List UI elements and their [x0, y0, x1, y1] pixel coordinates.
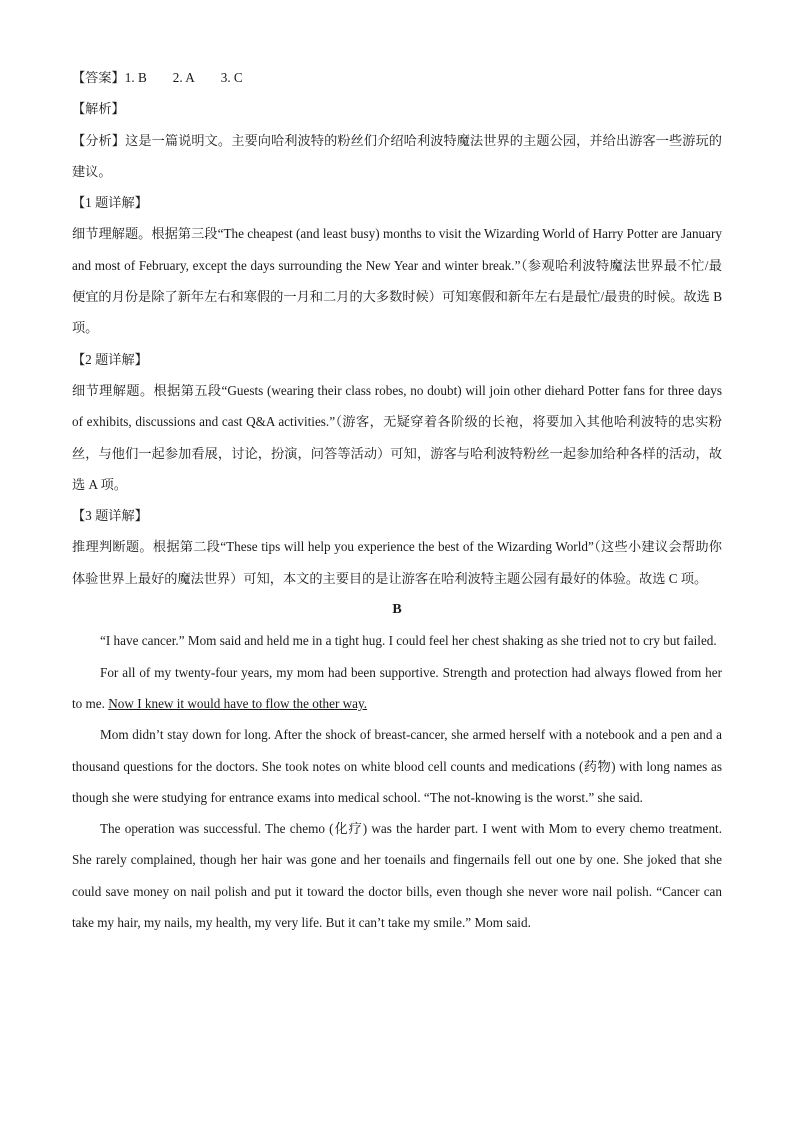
passage-paragraph-2: [72, 657, 722, 720]
q2-explanation: 细节理解题。根据第五段“Guests (wearing their class robes, no doubt) will join other diehard Potter fans for three days of exhibits, discussions and cast Q&A activities.”（游客，无疑穿着各阶级的长袍，将要加入其他哈利波特的忠实粉丝，与他们一起参加看展，讨论，扮演，问答等活动）可知，游客与哈利波特粉丝一起参加给种各样的活动，故选 A 项。: [72, 382, 722, 492]
answer-label: 【答案】: [72, 70, 125, 85]
passage-paragraph-3: Mom didn’t stay down for long. After the shock of breast-cancer, she armed herself with a notebook and a pen and a thousand questions for the doctors. She took notes on white blood cell counts and medications (药物) with long names as though she were studying for entrance exams into medical school. “The not-knowing is the worst.” she said.: [72, 727, 722, 805]
q1-heading: 【1 题详解】: [72, 195, 148, 211]
passage-paragraph-1: “I have cancer.” Mom said and held me in a tight hug. I could feel her chest shaking as she tried not to cry but failed.: [100, 633, 717, 649]
passage-title: B: [392, 602, 402, 618]
q3-explanation: 推理判断题。根据第二段“These tips will help you experience the best of the Wizarding World”（这些小建议会帮助你体验世界上最好的魔法世界）可知，本文的主要目的是让游客在哈利波特主题公园有最好的体验。故选 C 项。: [72, 539, 722, 586]
answer-line: [72, 62, 722, 93]
passage-paragraph-4: The operation was successful. The chemo (化疗) was the harder part. I went with Mom to every chemo treatment. She rarely complained, though her hair was gone and her toenails and fingernails fell out one by one. She joked that she could save money on nail polish and put it toward the doctor bills, even though she never wore nail polish. “Cancer can take my hair, my nails, my health, my very life. But it can’t take my smile.” Mom said.: [72, 821, 722, 931]
q3-heading: 【3 题详解】: [72, 508, 148, 524]
q1-explanation: 细节理解题。根据第三段“The cheapest (and least busy) months to visit the Wizarding World of Harry Potter are January and most of February, except the days surrounding the New Year and winter break.”（参观哈利波特魔法世界最不忙/最便宜的月份是除了新年左右和寒假的一月和二月的大多数时候）可知寒假和新年左右是最忙/最贵的时候。故选 B 项。: [72, 226, 722, 336]
answer-1: 1. B: [124, 70, 147, 85]
overview-text: 【分析】这是一篇说明文。主要向哈利波特的粉丝们介绍哈利波特魔法世界的主题公园，并给出游客一些游玩的建议。: [72, 132, 722, 179]
answer-3: 3. C: [220, 70, 243, 85]
underlined-sentence: Now I knew it would have to flow the other way.: [108, 695, 368, 711]
q2-heading: 【2 题详解】: [72, 351, 148, 367]
analysis-heading: 【解析】: [72, 101, 125, 117]
document-page: [72, 62, 722, 938]
paragraph-2-text: For all of my twenty-four years, my mom had been supportive. Strength and protection had always flowed from her to me.: [72, 664, 722, 711]
answer-2: 2. A: [172, 70, 195, 85]
